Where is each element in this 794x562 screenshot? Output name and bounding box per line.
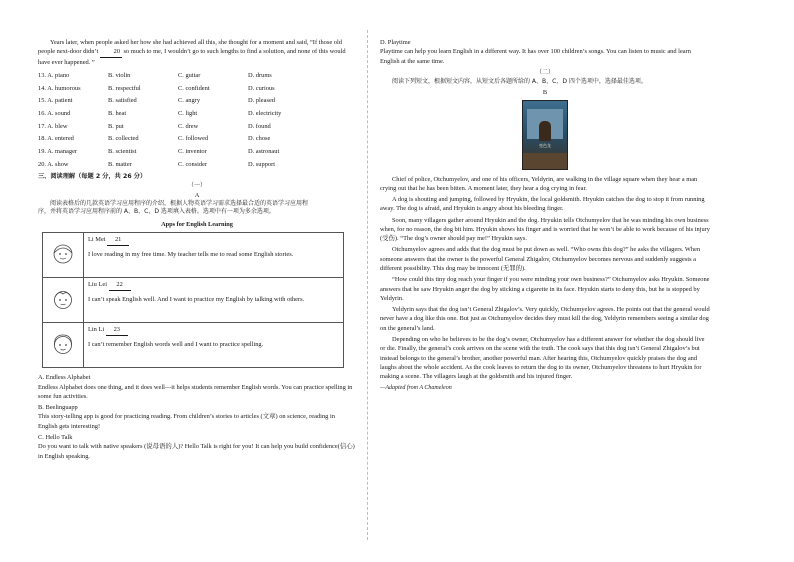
intro-line: old people next-door didn’t [38,39,342,56]
story-paragraph: “How could this tiny dog reach your finger if you were minding your own business?” Otchumyelov asks Hryukin. Someone answers that he saw Hryukin anger the dog by sticking a cigarette in its face. Hryukin starts to deny this, but he is stopped by Yeldyrin. [380,276,710,302]
passage-letter: B [542,89,548,97]
avatar [43,233,84,278]
book-cover-title: 变色龙 [539,142,551,148]
instruction-line: 序，并将英语学习应用程序前的 A、B、C、D 选项填入表格。选项中有一项为多余选项。 [38,208,275,216]
avatar [43,278,84,323]
part-two-label: （二） [535,68,554,76]
answer-option[interactable]: C. inventor [178,147,207,155]
answer-option[interactable]: B. violin [108,71,131,79]
app-title: A. Endless Alphabet [38,374,91,382]
options-grid [38,71,356,169]
answer-option[interactable]: B. satisfied [108,97,137,105]
section-title: 三、阅读理解（每题 2 分，共 26 分） [38,172,147,180]
story-paragraph: Yeldyrin says that the dog isn’t General Zhigalov’s. Very quickly, Otchumyelov agrees. He points out that the general would never have a dog like this one. But just as Otchumyelov decides they must kill the dog, Yeldyrin remembers seeing a similar dog on the general’s land. [380,306,710,332]
table-title: Apps for English Learning [161,221,233,229]
answer-option[interactable]: D. found [248,122,271,130]
avatar [43,323,84,368]
answer-option[interactable]: D. electricity [248,109,282,117]
right-column [380,38,710,393]
table-row [43,278,344,323]
answer-option[interactable]: D. drums [248,71,272,79]
source-citation: —Adapted from A Chameleon [380,385,452,392]
answer-option[interactable]: B. put [108,122,124,130]
intro-paragraph [38,38,356,67]
answer-option[interactable]: D. chose [248,135,271,143]
app-title: D. Playtime [380,39,411,46]
answer-option[interactable]: D. support [248,160,275,168]
answer-blank[interactable]: 20 [100,47,122,57]
boy-avatar-icon [50,286,76,312]
app-description: This story-telling app is good for practicing reading. From children’s stories to articles (文章) on science, reading in English gets interesting! [38,413,335,430]
answer-option[interactable]: D. curious [248,84,275,92]
story-paragraph: Soon, many villagers gather around Hryukin and the dog. Hryukin tells Otchumyelov that he was minding his own business when, for no reason, the dog bit him. Hryukin shows his finger and is worried that he won’t be able to work because of his injury (受伤). “The dog’s owner should pay me!” Hryukin says. [380,216,710,243]
answer-option[interactable]: C. consider [178,160,208,168]
person-need-cell [84,323,344,368]
answer-option[interactable]: 15. A. patient [38,97,73,105]
intro-line: Years later, when people asked her how she had achieved all this, she thought for a moment and said, “If those [50,39,333,46]
answer-option[interactable]: C. drew [178,122,199,130]
story-paragraph: Otchumyelov agrees and adds that the dog must be put down as well. “Who owns this dog?” he asks the villagers. When someone answers that the owner is the powerful General Zhigalov, Otchumyelov becomes nervous and suddenly suggests a different possibility. This dog may be innocent (无罪的). [380,246,701,273]
answer-option[interactable]: B. matter [108,160,132,168]
answer-option[interactable]: 14. A. humorous [38,84,81,92]
intro-line: so much to me, I wouldn’t go to such lengths to find a solution, and none of [121,48,318,56]
answer-option[interactable]: 18. A. entered [38,135,74,143]
answer-option[interactable]: C. angry [178,97,201,105]
answer-blank[interactable]: 22 [109,280,131,290]
table-row [43,233,344,278]
person-name: Li Mei 21 [88,235,339,245]
left-column [38,38,356,461]
answer-option[interactable]: D. pleased [248,97,275,105]
intro-line: this would have ever happened. ” [38,48,346,66]
instruction-line: 阅读表格后的几款英语学习应用程序的介绍，根据人物英语学习需求选择最合适的英语学习应用程 [50,199,309,207]
column-divider [367,30,368,540]
answer-option[interactable]: B. respectful [108,84,141,92]
app-description: Endless Alphabet does one thing, and it does well—it helps students remember English words. You can practice spelling in some fun activities. [38,383,353,400]
person-name: Liu Lei 22 [88,280,339,290]
book-cover-figure [539,121,551,141]
answer-option[interactable]: D. astronaut [248,147,280,155]
answer-option[interactable]: 19. A. manager [38,147,78,155]
story-paragraph: Depending on who he believes to be the dog’s owner, Otchumyelov has a different answer for whether the dog should live or die. Finally, the general’s cook arrives on the scene with the truth. The cook says that this dog isn’t General Zhigalov’s but instead belongs to the general’s brother, another powerful man. After hearing this, Otchumyelov quickly praises the dog and laughs about the whole accident. As the cook leaves to return the dog to its owner, Otchumyelov threatens to hurt Hryukin for making a scene. The villagers laugh at the goldsmith and his injured finger. [380,336,705,381]
person-need-cell [84,278,344,323]
person-need: I can’t speak English well. And I want to practice my English by talking with others. [88,295,305,303]
apps-table [42,232,344,368]
answer-option[interactable]: C. light [178,109,198,117]
table-row [43,323,344,368]
book-cover-ground [523,153,567,169]
answer-option[interactable]: 20. A. show [38,160,69,168]
answer-option[interactable]: B. heat [108,109,127,117]
answer-option[interactable]: 16. A. sound [38,109,71,117]
answer-option[interactable]: C. followed [178,135,209,143]
app-title: B. Beelinguapp [38,404,78,412]
answer-blank[interactable]: 21 [107,235,129,245]
answer-option[interactable]: 17. A. blew [38,122,68,130]
person-need: I love reading in my free time. My teacher tells me to read some English stories. [88,250,294,258]
girl-avatar-icon [50,241,76,267]
passage-letter: A [194,191,200,199]
answer-option[interactable]: C. guitar [178,71,201,79]
part-one-label: （一） [187,181,206,189]
story-paragraph: Chief of police, Otchumyelov, and one of his officers, Yeldyrin, are walking in the village square when they hear a man crying out that he has been bitten. A moment later, they hear a dog crying in fear. [380,175,698,192]
person-need-cell [84,233,344,278]
app-title: C. Hello Talk [38,433,73,441]
person-need: I can’t remember English words well and I want to practice spelling. [88,340,264,348]
answer-option[interactable]: B. collected [108,135,139,143]
app-description: Playtime can help you learn English in a different way. It has over 100 children’s songs. You can listen to music and learn English at the same time. [380,48,691,65]
answer-option[interactable]: C. confident [178,84,210,92]
story-paragraph: A dog is shouting and jumping, followed by Hryukin, the local goldsmith. Hryukin catches the dog to stop it from running away. The dog is afraid, and Hryukin is angry about his bleeding finger. [380,196,705,213]
person-name: Lin Li 23 [88,325,339,335]
app-description: Do you want to talk with native speakers (说母语的人)? Hello Talk is right for you! It can help you build confidence(信心) in English speaking. [38,443,355,460]
instruction: 阅读下列短文，根据短文内容，从短文后各题所给的 A、B、C、D 四个选项中，选择最佳选项。 [392,77,647,85]
answer-option[interactable]: 13. A. piano [38,71,70,79]
answer-option[interactable]: B. scientist [108,147,137,155]
girl-avatar-icon [50,331,76,357]
answer-blank[interactable]: 23 [106,325,128,335]
book-cover-image [522,100,568,170]
